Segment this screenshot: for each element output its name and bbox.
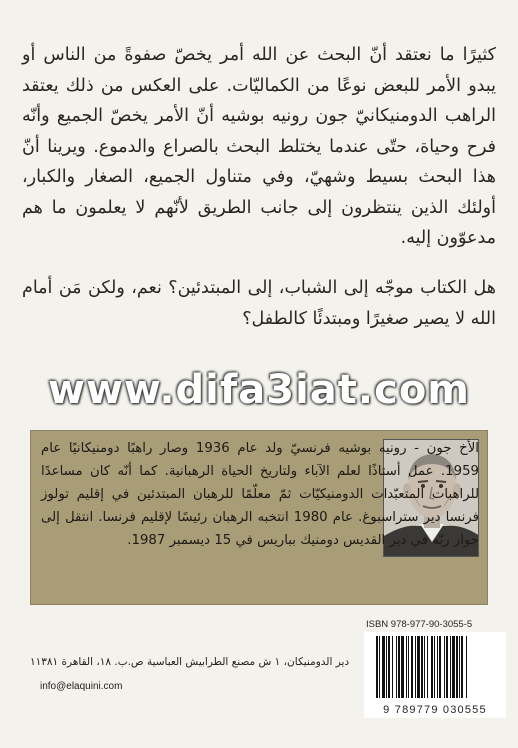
publisher-email: info@elaquini.com <box>40 681 123 692</box>
author-bio-box <box>30 430 488 605</box>
author-bio-text: الأخ جون - رونيه بوشيه فرنسيّ ولد عام 1936 وصار راهبًا دومنيكانيًا عام 1959. عمل أستاذًا لعلم الآباء ولتاريخ الحياة الرهبانية. كما أنّه كان مساعدًا للراهبات المتعبّدات الدومنيكيّات ثمّ معلّمًا للرهبان المبتدئين في إقليم تولوز فرنسا دير ستراسبوغ. عام 1980 انتخبه الرهبان رئيسًا لإقليم فرنسا. انتقل إلى جوار ربّه في دير القديس دومنيك بباريس في 15 ديسمبر 1987. <box>41 441 479 548</box>
watermark: www.difa3iat.com <box>48 367 470 413</box>
isbn-label: ISBN 978-977-90-3055-5 <box>366 619 473 630</box>
question-paragraph: هل الكتاب موجّه إلى الشباب، إلى المبتدئين؟ نعم، ولكن مَن أمام الله لا يصير صغيرًا ومبتدئًا كالطفل؟ <box>22 278 496 329</box>
barcode-number: 9 789779 030555 <box>383 704 487 716</box>
publisher-address: دير الدومنيكان، ١ ش مصنع الطرابيش العباسية ص.ب. ١٨، القاهرة ١١٣٨١ <box>30 656 350 668</box>
intro-paragraph: كثيرًا ما نعتقد أنّ البحث عن الله أمر يخصّ صفوةً من الناس أو يبدو الأمر للبعض نوعًا من الكماليّات. على العكس من ذلك يعتقد الراهب الدومنيكانيّ جون رونيه بوشيه أنّ الأمر يخصّ الجميع وأنّه فرح وحياة، حتّى عندما يختلط البحث بالصراع والدموع. ويرينا أنّ هذا البحث بسيط وشهيّ، وفي متناول الجميع، الصغار والكبار، أولئك الذين ينتظرون إلى جانب الطريق لأنّهم لا يعلمون ما هم مدعوّون إليه. <box>22 45 496 248</box>
